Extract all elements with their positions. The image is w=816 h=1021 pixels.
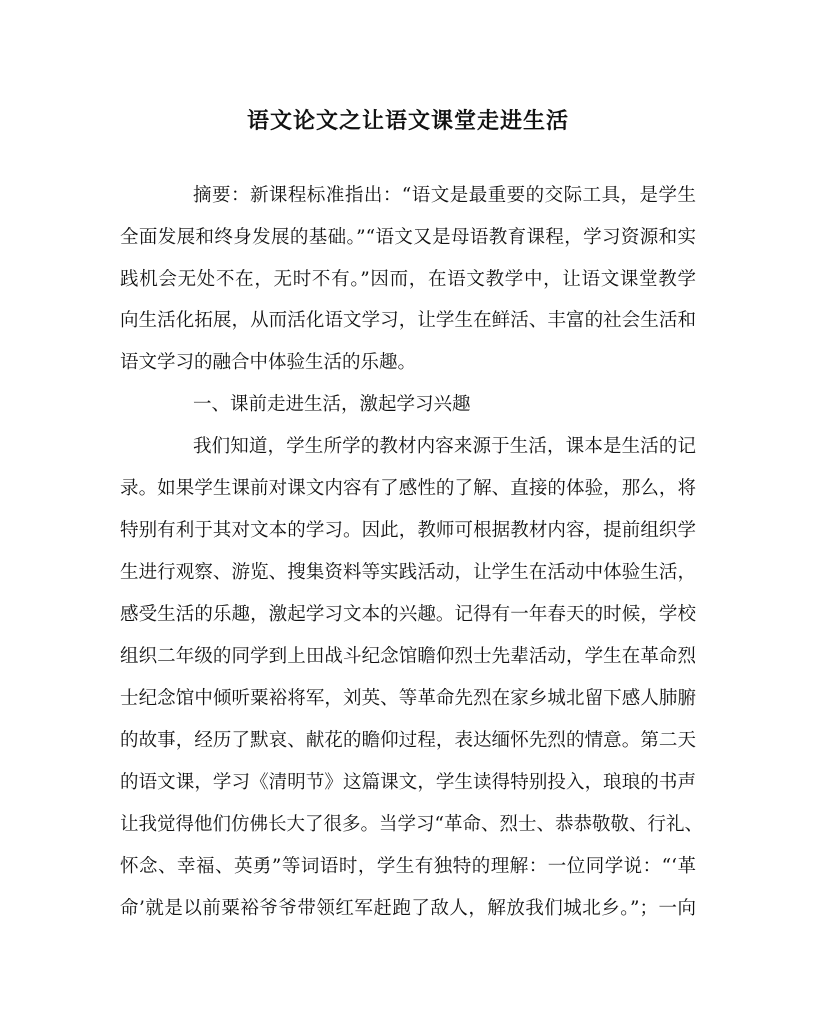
section-heading: 一、课前走进生活，激起学习兴趣 xyxy=(193,394,471,415)
text-line: 组织二年级的同学到上田战斗纪念馆瞻仰烈士先辈活动，学生在革命烈 xyxy=(120,646,696,667)
document-title: 语文论文之让语文课堂走进生活 xyxy=(246,108,569,134)
text-line: 践机会无处不在，无时不有。”因而，在语文教学中，让语文课堂教学 xyxy=(120,269,696,290)
text-line: 录。如果学生课前对课文内容有了感性的了解、直接的体验，那么，将 xyxy=(120,478,696,499)
text-line: 感受生活的乐趣，激起学习文本的兴趣。记得有一年春天的时候，学校 xyxy=(120,604,696,625)
text-line: 语文学习的融合中体验生活的乐趣。 xyxy=(120,352,417,373)
text-line: 摘要：新课程标准指出：“语文是最重要的交际工具，是学生 xyxy=(193,185,696,206)
text-line: 的故事，经历了默哀、献花的瞻仰过程，表达缅怀先烈的情意。第二天 xyxy=(120,730,696,751)
text-line: 全面发展和终身发展的基础。”“语文又是母语教育课程，学习资源和实 xyxy=(120,227,696,248)
text-line: 我们知道，学生所学的教材内容来源于生活，课本是生活的记 xyxy=(193,436,696,457)
text-line: 的语文课，学习《清明节》这篇课文，学生读得特别投入，琅琅的书声 xyxy=(120,772,696,793)
text-line: 命’就是以前粟裕爷爷带领红军赶跑了敌人，解放我们城北乡。”；一向 xyxy=(120,898,696,919)
text-line: 士纪念馆中倾听粟裕将军，刘英、等革命先烈在家乡城北留下感人肺腑 xyxy=(120,688,696,709)
text-line: 怀念、幸福、英勇”等词语时，学生有独特的理解：一位同学说：“‘革 xyxy=(120,856,696,877)
text-line: 特别有利于其对文本的学习。因此，教师可根据教材内容，提前组织学 xyxy=(120,520,696,541)
text-line: 生进行观察、游览、搜集资料等实践活动，让学生在活动中体验生活， xyxy=(120,562,696,583)
text-line: 向生活化拓展，从而活化语文学习，让学生在鲜活、丰富的社会生活和 xyxy=(120,310,696,331)
text-line: 让我觉得他们仿佛长大了很多。当学习“革命、烈士、恭恭敬敬、行礼、 xyxy=(120,814,703,835)
